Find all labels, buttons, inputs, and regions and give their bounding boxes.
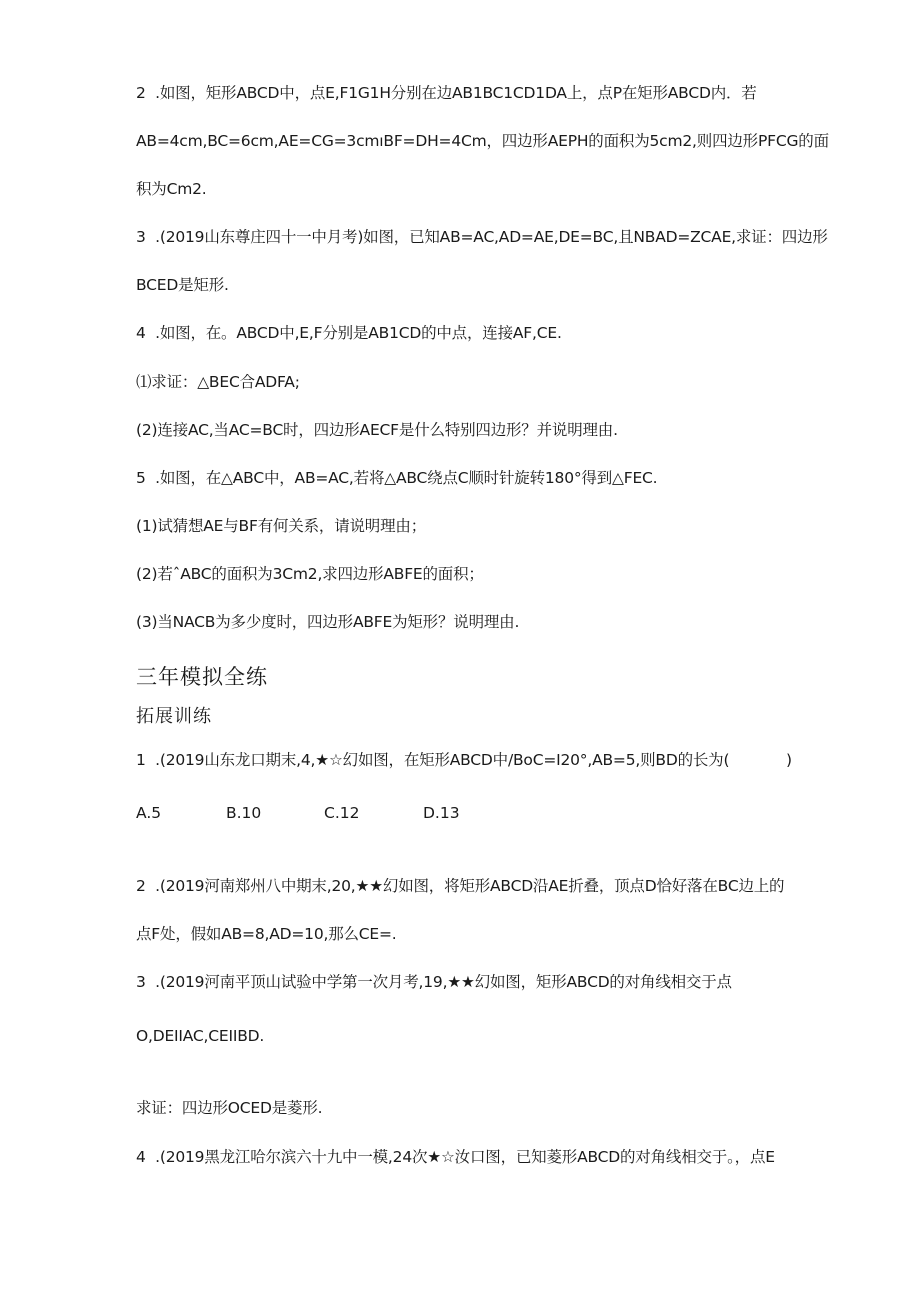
problem-5-line-1: 5 .如图，在△ABC中，AB=AC,若将△ABC绕点C顺时针旋转180°得到△FEC. bbox=[136, 469, 658, 487]
exercise-3-line-1: 3 .(2019河南平顶山试验中学第一次月考,19,★★幻如图，矩形ABCD的对角线相交于点 bbox=[136, 973, 732, 991]
problem-3-line-1: 3 .(2019山东尊庄四十一中月考)如图，已知AB=AC,AD=AE,DE=BC,且NBAD=ZCAE,求证：四边形 bbox=[136, 228, 828, 246]
problem-5-part-1: (1)试猜想AE与BF有何关系，请说明理由； bbox=[136, 517, 427, 535]
exercise-3-line-2: O,DEIIAC,CEIIBD. bbox=[136, 1027, 265, 1045]
problem-2-line-2: AB=4cm,BC=6cm,AE=CG=3cmıBF=DH=4Cm，四边形AEPH的面积为5cm2,则四边形PFCG的面 bbox=[136, 132, 829, 150]
problem-4-part-2: (2)连接AC,当AC=BC时，四边形AECF是什么特别四边形？并说明理由. bbox=[136, 421, 618, 439]
section-heading: 三年模拟全练 bbox=[136, 665, 268, 689]
option-b: B.10 bbox=[226, 804, 262, 822]
problem-5-part-3: (3)当NACB为多少度时，四边形ABFE为矩形？说明理由. bbox=[136, 613, 520, 631]
option-a: A.5 bbox=[136, 804, 162, 822]
problem-5-part-2: (2)若ˆABC的面积为3Cm2,求四边形ABFE的面积； bbox=[136, 565, 484, 583]
exercise-3-line-3: 求证：四边形OCED是菱形. bbox=[136, 1099, 323, 1117]
problem-4-line-1: 4 .如图，在。ABCD中,E,F分别是AB1CD的中点，连接AF,CE. bbox=[136, 324, 562, 342]
problem-3-line-2: BCED是矩形. bbox=[136, 276, 229, 294]
problem-2-line-1: 2 .如图，矩形ABCD中，点E,F1G1H分别在边AB1BC1CD1DA上，点P在矩形ABCD内．若 bbox=[136, 84, 757, 102]
option-c: C.12 bbox=[324, 804, 360, 822]
problem-2-line-3: 积为Cm2. bbox=[136, 180, 207, 198]
problem-4-part-1: ⑴求证：△BEC合ADFA; bbox=[136, 373, 300, 391]
section-subheading: 拓展训练 bbox=[136, 706, 212, 727]
option-d: D.13 bbox=[423, 804, 460, 822]
exercise-2-line-2: 点F处，假如AB=8,AD=10,那么CE=. bbox=[136, 925, 397, 943]
exercise-4-line-1: 4 .(2019黑龙江哈尔滨六十九中一模,24次★☆汝口图，已知菱形ABCD的对角线相交于。，点E bbox=[136, 1148, 775, 1166]
exercise-1-line: 1 .(2019山东龙口期末,4,★☆幻如图，在矩形ABCD中/BoC=I20°,AB=5,则BD的长为( ) bbox=[136, 751, 792, 769]
exercise-2-line-1: 2 .(2019河南郑州八中期末,20,★★幻如图，将矩形ABCD沿AE折叠，顶点D恰好落在BC边上的 bbox=[136, 877, 785, 895]
